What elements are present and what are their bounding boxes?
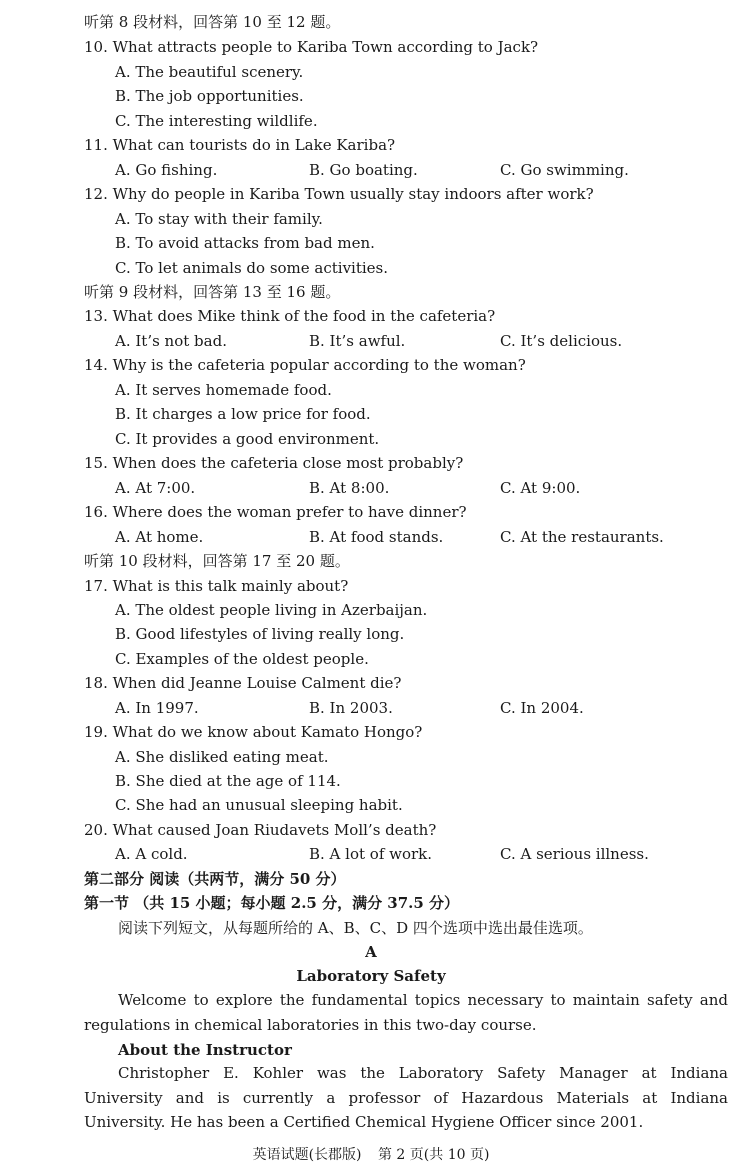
q19-option-b: B. She died at the age of 114.: [115, 772, 341, 790]
q11-option-c: C. Go swimming.: [500, 161, 629, 179]
q12-option-b: B. To avoid attacks from bad men.: [115, 234, 375, 252]
question-13: 13. What does Mike think of the food in the cafeteria?: [84, 307, 496, 325]
instructor-text: Christopher E. Kohler was the Laboratory Safety Manager at Indiana University and is currently a professor of Hazardous Materials at Indiana University. He has been a Certified Chemical Hygiene Officer since 2001.: [84, 1064, 728, 1131]
q20-option-a: A. A cold.: [115, 845, 188, 863]
q11-option-b: B. Go boating.: [309, 161, 418, 179]
instructor-heading: About the Instructor: [118, 1041, 292, 1059]
question-15: 15. When does the cafeteria close most probably?: [84, 454, 464, 472]
q13-option-c: C. It’s delicious.: [500, 332, 623, 350]
section8-heading: 听第 8 段材料，回答第 10 至 12 题。: [84, 13, 341, 31]
q20-option-b: B. A lot of work.: [309, 845, 433, 863]
q15-option-b: B. At 8:00.: [309, 479, 390, 497]
section9-heading: 听第 9 段材料，回答第 13 至 16 题。: [84, 283, 341, 301]
q20-option-c: C. A serious illness.: [500, 845, 649, 863]
question-19: 19. What do we know about Kamato Hongo?: [84, 723, 423, 741]
q14-option-b: B. It charges a low price for food.: [115, 405, 371, 423]
q16-option-a: A. At home.: [115, 528, 204, 546]
q18-option-c: C. In 2004.: [500, 699, 584, 717]
question-14: 14. Why is the cafeteria popular according to the woman?: [84, 356, 526, 374]
passage-title: Laboratory Safety: [296, 967, 446, 985]
q19-option-a: A. She disliked eating meat.: [115, 748, 329, 766]
q11-option-a: A. Go fishing.: [115, 161, 218, 179]
q16-option-b: B. At food stands.: [309, 528, 444, 546]
q12-option-a: A. To stay with their family.: [115, 210, 323, 228]
question-18: 18. When did Jeanne Louise Calment die?: [84, 674, 402, 692]
passage-intro: Welcome to explore the fundamental topics necessary to maintain safety and regulations in chemical laboratories in this two-day course.: [84, 991, 728, 1034]
reading-instruction: 阅读下列短文，从每题所给的 A、B、C、D 四个选项中选出最佳选项。: [118, 919, 593, 937]
q15-option-a: A. At 7:00.: [115, 479, 196, 497]
q16-option-c: C. At the restaurants.: [500, 528, 664, 546]
reading-section-heading: 第一节 （共 15 小题；每小题 2.5 分，满分 37.5 分）: [84, 894, 460, 912]
q17-option-b: B. Good lifestyles of living really long.: [115, 625, 405, 643]
q17-option-a: A. The oldest people living in Azerbaijan.: [115, 601, 428, 619]
passage-letter: A: [365, 943, 377, 961]
q13-option-b: B. It’s awful.: [309, 332, 406, 350]
reading-part-heading: 第二部分 阅读（共两节，满分 50 分）: [84, 870, 346, 888]
q10-option-c: C. The interesting wildlife.: [115, 112, 318, 130]
q18-option-a: A. In 1997.: [115, 699, 199, 717]
question-11: 11. What can tourists do in Lake Kariba?: [84, 136, 396, 154]
page-footer: [0, 1144, 742, 1164]
question-20: 20. What caused Joan Riudavets Moll’s death?: [84, 821, 437, 839]
section10-heading: 听第 10 段材料，回答第 17 至 20 题。: [84, 552, 350, 570]
question-17: 17. What is this talk mainly about?: [84, 577, 349, 595]
q14-option-c: C. It provides a good environment.: [115, 430, 380, 448]
q15-option-c: C. At 9:00.: [500, 479, 581, 497]
q17-option-c: C. Examples of the oldest people.: [115, 650, 369, 668]
question-12: 12. Why do people in Kariba Town usually stay indoors after work?: [84, 185, 594, 203]
q10-option-b: B. The job opportunities.: [115, 87, 304, 105]
q18-option-b: B. In 2003.: [309, 699, 393, 717]
q13-option-a: A. It’s not bad.: [115, 332, 227, 350]
q19-option-c: C. She had an unusual sleeping habit.: [115, 796, 403, 814]
footer-page-number: 第 2 页(共 10 页): [377, 1147, 490, 1163]
footer-title: 英语试题(长郡版): [252, 1147, 362, 1163]
q12-option-c: C. To let animals do some activities.: [115, 259, 389, 277]
q14-option-a: A. It serves homemade food.: [115, 381, 332, 399]
q10-option-a: A. The beautiful scenery.: [115, 63, 304, 81]
question-16: 16. Where does the woman prefer to have dinner?: [84, 503, 467, 521]
question-10: 10. What attracts people to Kariba Town according to Jack?: [84, 38, 539, 56]
